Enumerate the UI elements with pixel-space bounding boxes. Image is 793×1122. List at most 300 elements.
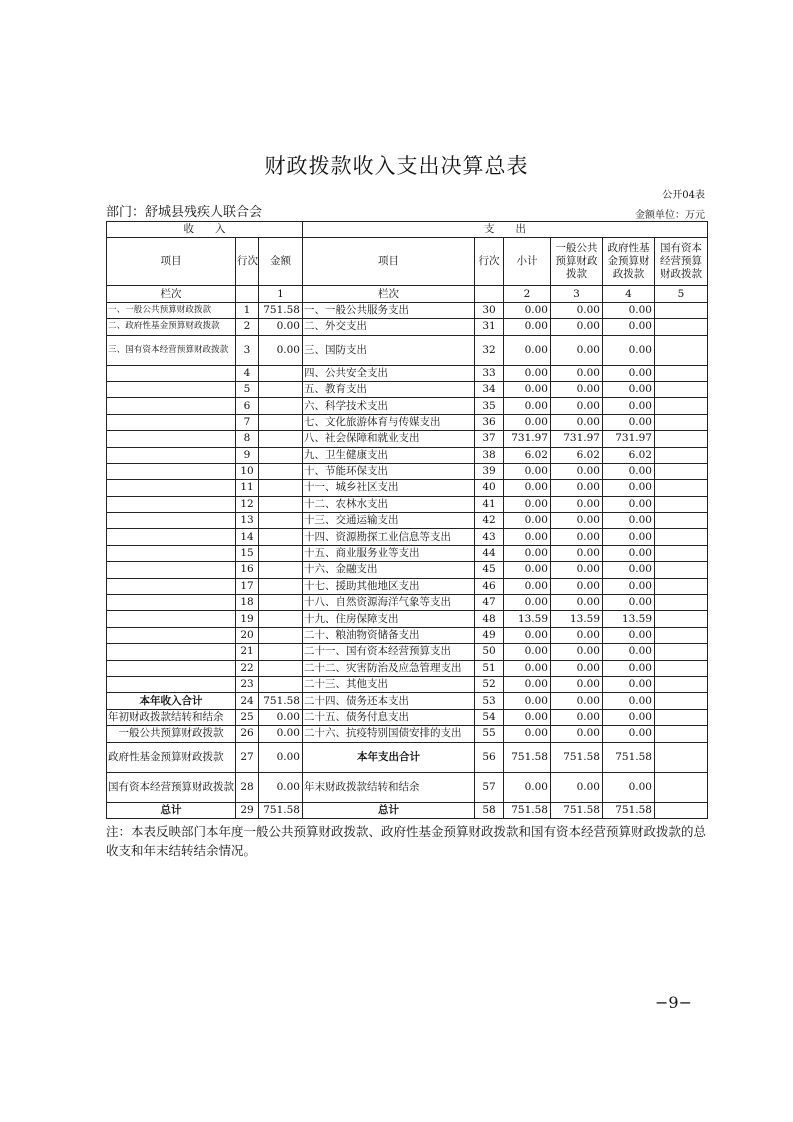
expense-row-no-cell: 32 — [475, 335, 504, 365]
income-amount-cell: 0.00 — [259, 709, 303, 725]
general-budget-cell: 0.00 — [551, 709, 603, 725]
state-capital-cell — [655, 742, 708, 772]
table-row — [107, 611, 708, 627]
gov-fund-cell: 0.00 — [603, 595, 655, 611]
table-row — [107, 398, 708, 414]
expense-row-no-cell: 55 — [475, 726, 504, 742]
table-row — [107, 627, 708, 643]
income-item-cell: 一般公共预算财政拨款 — [107, 726, 236, 742]
income-amount-cell — [259, 611, 303, 627]
subtotal-cell: 751.58 — [504, 802, 551, 818]
gov-fund-cell: 0.00 — [603, 562, 655, 578]
income-item-cell — [107, 627, 236, 643]
income-item-cell — [107, 365, 236, 381]
general-budget-cell: 0.00 — [551, 381, 603, 397]
gov-fund-cell: 6.02 — [603, 447, 655, 463]
income-amount-header: 金额 — [259, 238, 303, 286]
state-capital-cell — [655, 709, 708, 725]
general-budget-cell: 0.00 — [551, 644, 603, 660]
state-capital-cell — [655, 381, 708, 397]
income-amount-cell: 751.58 — [259, 302, 303, 318]
income-amount-cell — [259, 447, 303, 463]
income-item-cell — [107, 676, 236, 692]
subtotal-cell: 0.00 — [504, 365, 551, 381]
general-budget-cell: 0.00 — [551, 463, 603, 479]
income-item-header: 项目 — [107, 238, 236, 286]
income-amount-cell — [259, 496, 303, 512]
income-amount-cell — [259, 414, 303, 430]
subtotal-cell: 0.00 — [504, 693, 551, 709]
income-amount-cell — [259, 463, 303, 479]
income-row-no-cell: 14 — [236, 529, 259, 545]
expense-row-no-cell: 44 — [475, 545, 504, 561]
expense-row-no-cell: 42 — [475, 513, 504, 529]
income-row-no-cell: 9 — [236, 447, 259, 463]
expense-col-blank — [475, 286, 504, 302]
income-amount-cell — [259, 545, 303, 561]
subtotal-cell: 0.00 — [504, 660, 551, 676]
col-4: 4 — [603, 286, 655, 302]
table-row — [107, 562, 708, 578]
table-row — [107, 709, 708, 725]
state-capital-cell — [655, 365, 708, 381]
expense-item-cell: 二十一、国有资本经营预算支出 — [303, 644, 475, 660]
expense-item-cell: 三、国防支出 — [303, 335, 475, 365]
income-header: 收 入 — [107, 222, 303, 238]
expense-item-cell: 六、科学技术支出 — [303, 398, 475, 414]
income-amount-cell: 0.00 — [259, 319, 303, 335]
form-number: 公开04表 — [662, 190, 705, 201]
income-amount-cell — [259, 627, 303, 643]
state-capital-cell — [655, 431, 708, 447]
state-capital-cell — [655, 562, 708, 578]
state-capital-cell — [655, 595, 708, 611]
subtotal-cell: 6.02 — [504, 447, 551, 463]
general-budget-cell: 0.00 — [551, 660, 603, 676]
general-budget-cell: 0.00 — [551, 676, 603, 692]
income-item-cell — [107, 545, 236, 561]
expense-row-no-cell: 37 — [475, 431, 504, 447]
expense-row-no-cell: 30 — [475, 302, 504, 318]
subtotal-cell: 0.00 — [504, 302, 551, 318]
income-row-no-cell: 4 — [236, 365, 259, 381]
income-row-no-header: 行次 — [236, 238, 259, 286]
table-row — [107, 772, 708, 802]
subtotal-cell: 0.00 — [504, 772, 551, 802]
income-row-no-cell: 18 — [236, 595, 259, 611]
expense-header: 支 出 — [303, 222, 708, 238]
income-item-cell: 年初财政拨款结转和结余 — [107, 709, 236, 725]
subtotal-cell: 0.00 — [504, 463, 551, 479]
subtotal-cell: 0.00 — [504, 709, 551, 725]
expense-row-no-cell: 47 — [475, 595, 504, 611]
gov-fund-header: 政府性基金预算财政拨款 — [603, 238, 655, 286]
expense-row-no-header: 行次 — [475, 238, 504, 286]
income-row-no-cell: 25 — [236, 709, 259, 725]
income-amount-cell — [259, 513, 303, 529]
table-row — [107, 431, 708, 447]
subtotal-cell: 0.00 — [504, 562, 551, 578]
expense-row-no-cell: 41 — [475, 496, 504, 512]
state-capital-cell — [655, 513, 708, 529]
gov-fund-cell: 0.00 — [603, 772, 655, 802]
income-row-no-cell: 13 — [236, 513, 259, 529]
expense-item-cell: 二、外交支出 — [303, 319, 475, 335]
gov-fund-cell: 0.00 — [603, 365, 655, 381]
income-item-cell — [107, 595, 236, 611]
subtotal-cell: 0.00 — [504, 398, 551, 414]
general-budget-cell: 0.00 — [551, 319, 603, 335]
expense-item-cell: 十九、住房保障支出 — [303, 611, 475, 627]
gov-fund-cell: 0.00 — [603, 513, 655, 529]
gov-fund-cell: 0.00 — [603, 414, 655, 430]
income-item-cell — [107, 513, 236, 529]
income-item-cell — [107, 431, 236, 447]
table-row — [107, 644, 708, 660]
expense-row-no-cell: 34 — [475, 381, 504, 397]
income-amount-cell: 751.58 — [259, 693, 303, 709]
income-amount-cell: 0.00 — [259, 335, 303, 365]
general-budget-cell: 0.00 — [551, 496, 603, 512]
state-capital-cell — [655, 802, 708, 818]
state-capital-cell — [655, 447, 708, 463]
general-budget-cell: 751.58 — [551, 802, 603, 818]
income-row-no-cell: 15 — [236, 545, 259, 561]
table-row — [107, 513, 708, 529]
table-row — [107, 463, 708, 479]
gov-fund-cell: 0.00 — [603, 335, 655, 365]
table-row — [107, 447, 708, 463]
table-row — [107, 414, 708, 430]
general-budget-cell: 0.00 — [551, 595, 603, 611]
expense-row-no-cell: 53 — [475, 693, 504, 709]
income-row-no-cell: 26 — [236, 726, 259, 742]
gov-fund-cell: 0.00 — [603, 381, 655, 397]
general-budget-cell: 13.59 — [551, 611, 603, 627]
expense-item-header: 项目 — [303, 238, 475, 286]
expense-item-cell: 十六、金融支出 — [303, 562, 475, 578]
table-row — [107, 726, 708, 742]
income-amount-cell — [259, 381, 303, 397]
expense-row-no-cell: 49 — [475, 627, 504, 643]
general-budget-cell: 0.00 — [551, 772, 603, 802]
income-amount-cell — [259, 644, 303, 660]
expense-row-no-cell: 58 — [475, 802, 504, 818]
expense-item-cell: 九、卫生健康支出 — [303, 447, 475, 463]
general-budget-cell: 0.00 — [551, 562, 603, 578]
income-row-no-cell: 27 — [236, 742, 259, 772]
gov-fund-cell: 0.00 — [603, 480, 655, 496]
income-item-cell: 政府性基金预算财政拨款 — [107, 742, 236, 772]
income-row-no-cell: 5 — [236, 381, 259, 397]
table-row — [107, 660, 708, 676]
gov-fund-cell: 0.00 — [603, 319, 655, 335]
income-amount-cell: 0.00 — [259, 772, 303, 802]
general-budget-cell: 6.02 — [551, 447, 603, 463]
income-item-cell: 二、政府性基金预算财政拨款 — [107, 319, 236, 335]
state-capital-cell — [655, 676, 708, 692]
state-capital-cell — [655, 627, 708, 643]
income-amount-cell: 751.58 — [259, 802, 303, 818]
state-capital-cell — [655, 496, 708, 512]
income-item-cell — [107, 611, 236, 627]
gov-fund-cell: 731.97 — [603, 431, 655, 447]
expense-row-no-cell: 45 — [475, 562, 504, 578]
subtotal-cell: 0.00 — [504, 480, 551, 496]
income-item-cell: 总计 — [107, 802, 236, 818]
income-col-label: 栏次 — [107, 286, 236, 302]
state-capital-cell — [655, 611, 708, 627]
general-budget-cell: 0.00 — [551, 480, 603, 496]
page-title: 财政拨款收入支出决算总表 — [264, 154, 529, 178]
gov-fund-cell: 0.00 — [603, 660, 655, 676]
state-capital-header: 国有资本经营预算财政拨款 — [655, 238, 708, 286]
gov-fund-cell: 0.00 — [603, 676, 655, 692]
table-row — [107, 802, 708, 818]
subtotal-cell: 0.00 — [504, 496, 551, 512]
gov-fund-cell: 0.00 — [603, 302, 655, 318]
table-row — [107, 319, 708, 335]
general-budget-cell: 0.00 — [551, 335, 603, 365]
income-amount-cell — [259, 365, 303, 381]
income-row-no-cell: 3 — [236, 335, 259, 365]
subtotal-cell: 0.00 — [504, 414, 551, 430]
income-amount-cell — [259, 431, 303, 447]
expense-item-cell: 二十六、抗疫特别国债安排的支出 — [303, 726, 475, 742]
state-capital-cell — [655, 335, 708, 365]
income-row-no-cell: 20 — [236, 627, 259, 643]
expense-item-cell: 二十五、债务付息支出 — [303, 709, 475, 725]
state-capital-cell — [655, 398, 708, 414]
income-row-no-cell: 17 — [236, 578, 259, 594]
income-row-no-cell: 16 — [236, 562, 259, 578]
subtotal-header: 小计 — [504, 238, 551, 286]
general-budget-cell: 0.00 — [551, 693, 603, 709]
col-5: 5 — [655, 286, 708, 302]
state-capital-cell — [655, 545, 708, 561]
expense-row-no-cell: 33 — [475, 365, 504, 381]
state-capital-cell — [655, 529, 708, 545]
expense-item-cell: 十四、资源勘探工业信息等支出 — [303, 529, 475, 545]
gov-fund-cell: 0.00 — [603, 627, 655, 643]
income-amount-cell — [259, 529, 303, 545]
state-capital-cell — [655, 693, 708, 709]
expense-row-no-cell: 52 — [475, 676, 504, 692]
state-capital-cell — [655, 480, 708, 496]
income-row-no-cell: 10 — [236, 463, 259, 479]
expense-row-no-cell: 43 — [475, 529, 504, 545]
income-item-cell — [107, 381, 236, 397]
state-capital-cell — [655, 644, 708, 660]
gov-fund-cell: 0.00 — [603, 726, 655, 742]
income-row-no-cell: 22 — [236, 660, 259, 676]
income-amount-cell — [259, 480, 303, 496]
income-item-cell — [107, 480, 236, 496]
table-row — [107, 595, 708, 611]
income-amount-cell — [259, 676, 303, 692]
income-amount-cell: 0.00 — [259, 726, 303, 742]
income-item-cell — [107, 463, 236, 479]
income-item-cell — [107, 398, 236, 414]
state-capital-cell — [655, 463, 708, 479]
expense-item-cell: 二十、粮油物资储备支出 — [303, 627, 475, 643]
income-row-no-cell: 19 — [236, 611, 259, 627]
gov-fund-cell: 0.00 — [603, 545, 655, 561]
gov-fund-cell: 0.00 — [603, 496, 655, 512]
subtotal-cell: 0.00 — [504, 545, 551, 561]
expense-row-no-cell: 56 — [475, 742, 504, 772]
income-item-cell: 三、国有资本经营预算财政拨款 — [107, 335, 236, 365]
col-3: 3 — [551, 286, 603, 302]
income-row-no-cell: 23 — [236, 676, 259, 692]
income-amount-cell: 0.00 — [259, 742, 303, 772]
state-capital-cell — [655, 414, 708, 430]
subtotal-cell: 0.00 — [504, 595, 551, 611]
income-row-no-cell: 29 — [236, 802, 259, 818]
subtotal-cell: 0.00 — [504, 381, 551, 397]
expense-item-cell: 总计 — [303, 802, 475, 818]
table-row — [107, 693, 708, 709]
expense-row-no-cell: 31 — [475, 319, 504, 335]
gov-fund-cell: 751.58 — [603, 802, 655, 818]
table-row — [107, 480, 708, 496]
subtotal-cell: 751.58 — [504, 742, 551, 772]
expense-row-no-cell: 36 — [475, 414, 504, 430]
gov-fund-cell: 0.00 — [603, 644, 655, 660]
department-label: 部门：舒城县残疾人联合会 — [106, 205, 263, 220]
income-item-cell — [107, 447, 236, 463]
table-row — [107, 335, 708, 365]
subtotal-cell: 0.00 — [504, 627, 551, 643]
state-capital-cell — [655, 660, 708, 676]
table-row — [107, 302, 708, 318]
expense-item-cell: 十一、城乡社区支出 — [303, 480, 475, 496]
gov-fund-cell: 0.00 — [603, 578, 655, 594]
budget-summary-table — [106, 221, 708, 819]
expense-item-cell: 二十二、灾害防治及应急管理支出 — [303, 660, 475, 676]
table-row — [107, 365, 708, 381]
general-budget-cell: 0.00 — [551, 627, 603, 643]
amount-unit: 金额单位：万元 — [635, 210, 705, 221]
expense-item-cell: 五、教育支出 — [303, 381, 475, 397]
income-item-cell: 一、一般公共预算财政拨款 — [107, 302, 236, 318]
subtotal-cell: 0.00 — [504, 726, 551, 742]
expense-row-no-cell: 48 — [475, 611, 504, 627]
income-amount-cell — [259, 660, 303, 676]
income-amount-cell — [259, 398, 303, 414]
general-budget-cell: 0.00 — [551, 513, 603, 529]
general-budget-cell: 0.00 — [551, 302, 603, 318]
expense-item-cell: 十五、商业服务业等支出 — [303, 545, 475, 561]
general-budget-cell: 0.00 — [551, 726, 603, 742]
expense-item-cell: 十七、援助其他地区支出 — [303, 578, 475, 594]
gov-fund-cell: 0.00 — [603, 398, 655, 414]
table-row — [107, 496, 708, 512]
income-row-no-cell: 12 — [236, 496, 259, 512]
footnote: 注：本表反映部门本年度一般公共预算财政拨款、政府性基金预算财政拨款和国有资本经营预算财政拨款的总收支和年末结转结余情况。 — [106, 824, 707, 858]
income-col-1: 1 — [259, 286, 303, 302]
income-row-no-cell: 28 — [236, 772, 259, 802]
income-item-cell: 国有资本经营预算财政拨款 — [107, 772, 236, 802]
subtotal-cell: 0.00 — [504, 335, 551, 365]
expense-item-cell: 二十四、债务还本支出 — [303, 693, 475, 709]
expense-row-no-cell: 51 — [475, 660, 504, 676]
table-body — [107, 302, 708, 818]
subtotal-cell: 0.00 — [504, 644, 551, 660]
expense-item-cell: 四、公共安全支出 — [303, 365, 475, 381]
subtotal-cell: 0.00 — [504, 676, 551, 692]
expense-item-cell: 十八、自然资源海洋气象等支出 — [303, 595, 475, 611]
expense-item-cell: 七、文化旅游体育与传媒支出 — [303, 414, 475, 430]
income-row-no-cell: 21 — [236, 644, 259, 660]
general-budget-cell: 0.00 — [551, 414, 603, 430]
col-2: 2 — [504, 286, 551, 302]
expense-col-label: 栏次 — [303, 286, 475, 302]
state-capital-cell — [655, 302, 708, 318]
general-budget-cell: 0.00 — [551, 365, 603, 381]
table-row — [107, 529, 708, 545]
expense-item-cell: 二十三、其他支出 — [303, 676, 475, 692]
income-item-cell — [107, 578, 236, 594]
subtotal-cell: 0.00 — [504, 578, 551, 594]
general-budget-cell: 731.97 — [551, 431, 603, 447]
expense-row-no-cell: 50 — [475, 644, 504, 660]
table-row — [107, 742, 708, 772]
gov-fund-cell: 0.00 — [603, 709, 655, 725]
subtotal-cell: 0.00 — [504, 529, 551, 545]
income-row-no-cell: 24 — [236, 693, 259, 709]
general-budget-cell: 0.00 — [551, 545, 603, 561]
expense-row-no-cell: 39 — [475, 463, 504, 479]
general-budget-cell: 0.00 — [551, 398, 603, 414]
subtotal-cell: 0.00 — [504, 319, 551, 335]
subtotal-cell: 13.59 — [504, 611, 551, 627]
gov-fund-cell: 0.00 — [603, 693, 655, 709]
income-item-cell — [107, 529, 236, 545]
table-row — [107, 381, 708, 397]
table-row — [107, 676, 708, 692]
gov-fund-cell: 0.00 — [603, 463, 655, 479]
expense-row-no-cell: 46 — [475, 578, 504, 594]
income-row-no-cell: 2 — [236, 319, 259, 335]
income-item-cell — [107, 644, 236, 660]
expense-row-no-cell: 54 — [475, 709, 504, 725]
general-budget-header: 一般公共预算财政拨款 — [551, 238, 603, 286]
income-item-cell — [107, 562, 236, 578]
general-budget-cell: 0.00 — [551, 578, 603, 594]
income-row-no-cell: 1 — [236, 302, 259, 318]
income-row-no-cell: 11 — [236, 480, 259, 496]
state-capital-cell — [655, 319, 708, 335]
state-capital-cell — [655, 772, 708, 802]
state-capital-cell — [655, 726, 708, 742]
subtotal-cell: 731.97 — [504, 431, 551, 447]
income-item-cell: 本年收入合计 — [107, 693, 236, 709]
income-row-no-cell: 8 — [236, 431, 259, 447]
expense-item-cell: 十三、交通运输支出 — [303, 513, 475, 529]
state-capital-cell — [655, 578, 708, 594]
expense-row-no-cell: 40 — [475, 480, 504, 496]
expense-item-cell: 十二、农林水支出 — [303, 496, 475, 512]
income-col-blank — [236, 286, 259, 302]
expense-item-cell: 年末财政拨款结转和结余 — [303, 772, 475, 802]
income-item-cell — [107, 496, 236, 512]
page-number: −9− — [655, 993, 692, 1012]
gov-fund-cell: 13.59 — [603, 611, 655, 627]
expense-item-cell: 一、一般公共服务支出 — [303, 302, 475, 318]
expense-row-no-cell: 35 — [475, 398, 504, 414]
general-budget-cell: 0.00 — [551, 529, 603, 545]
